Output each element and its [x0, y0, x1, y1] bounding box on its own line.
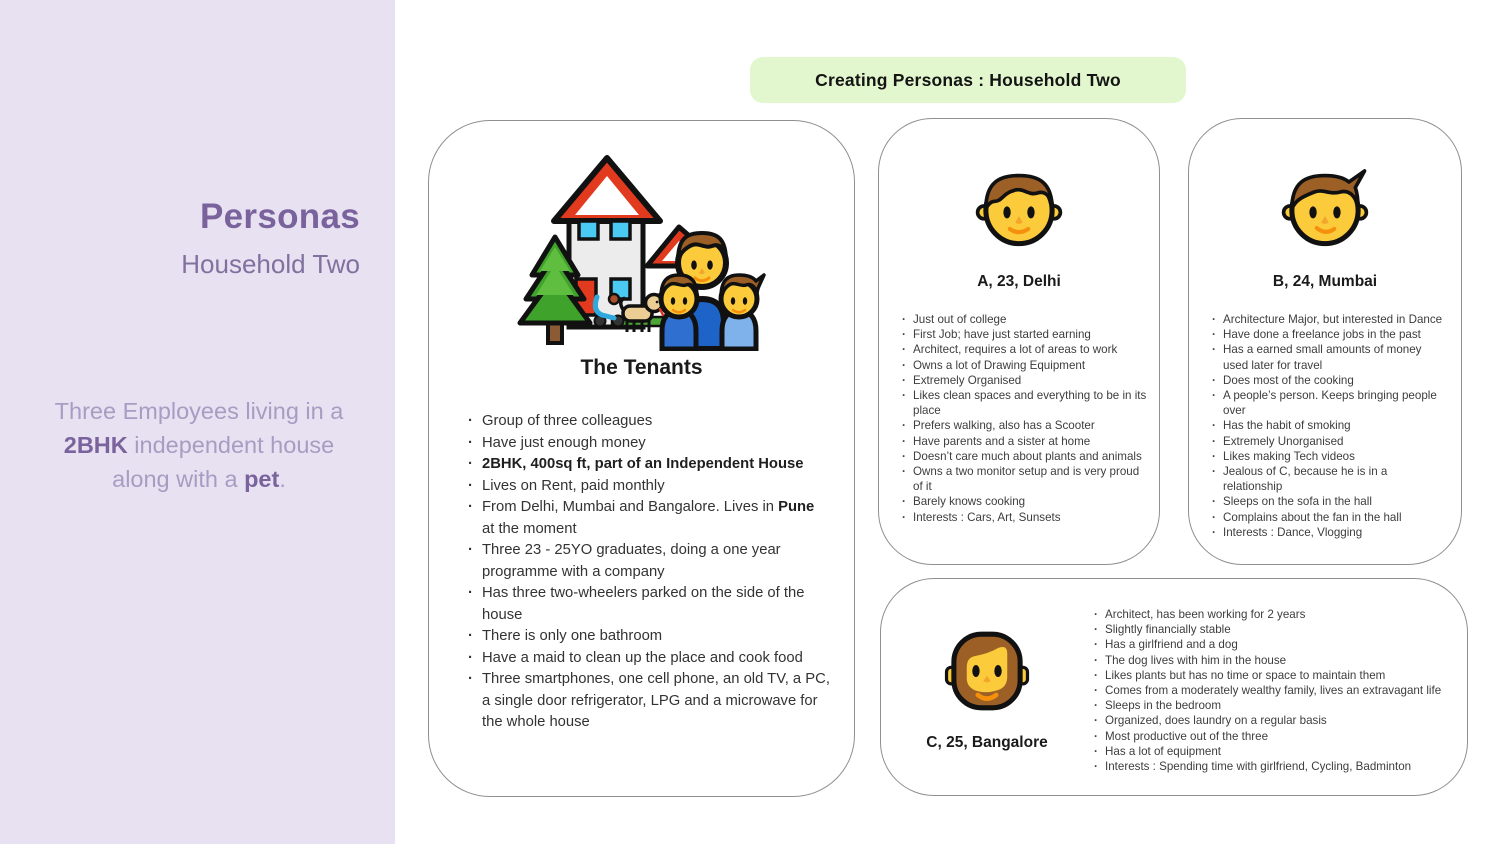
- sidebar-heading: [181, 197, 360, 280]
- bullet-item: · From Delhi, Mumbai and Bangalore. Lives in Pune at the moment: [482, 497, 830, 540]
- bullet-item: · Likes making Tech videos: [1223, 449, 1449, 464]
- banner-title: Creating Personas : Household Two: [750, 57, 1186, 103]
- bullet-item: · The dog lives with him in the house: [1105, 653, 1457, 668]
- bullet-item: · Prefers walking, also has a Scooter: [913, 418, 1147, 433]
- bullet-item: · Has a lot of equipment: [1105, 744, 1457, 759]
- bullet-item: · Just out of college: [913, 312, 1147, 327]
- bullet-item: · Barely knows cooking: [913, 494, 1147, 509]
- persona-b-name: B, 24, Mumbai: [1272, 273, 1378, 290]
- bullet-item: · Architect, has been working for 2 years: [1105, 607, 1457, 622]
- persona-card-c: [880, 578, 1468, 796]
- bullet-item: · Complains about the fan in the hall: [1223, 510, 1449, 525]
- bullet-item: · Has the habit of smoking: [1223, 418, 1449, 433]
- bullet-item: · Three smartphones, one cell phone, an old TV, a PC, a single door refrigerator, LPG and a microwave for the whole house: [482, 669, 830, 734]
- bullet-item: · Interests : Dance, Vlogging: [1223, 525, 1449, 540]
- bullet-item: · Has a earned small amounts of money used later for travel: [1223, 342, 1449, 372]
- bullet-item: · Sleeps on the sofa in the hall: [1223, 494, 1449, 509]
- persona-c-bullet-list: [1105, 607, 1457, 774]
- boy-avatar-icon: [1279, 159, 1371, 251]
- bullet-item: · Have done a freelance jobs in the past: [1223, 327, 1449, 342]
- bullet-item: · Three 23 - 25YO graduates, doing a one year programme with a company: [482, 540, 830, 583]
- persona-c-name: C, 25, Bangalore: [926, 734, 1048, 751]
- bullet-item: · Interests : Spending time with girlfriend, Cycling, Badminton: [1105, 759, 1457, 774]
- sidebar: [0, 0, 395, 844]
- bullet-item: · Extremely Organised: [913, 373, 1147, 388]
- bullet-item: · There is only one bathroom: [482, 626, 830, 648]
- bullet-item: · Has a girlfriend and a dog: [1105, 637, 1457, 652]
- bullet-item: · Extremely Unorganised: [1223, 434, 1449, 449]
- persona-a-name: A, 23, Delhi: [977, 273, 1061, 290]
- tenants-bullet-list: [482, 411, 830, 734]
- bearded-man-avatar-icon: [941, 625, 1033, 717]
- bullet-item: · Group of three colleagues: [482, 411, 830, 433]
- persona-a-bullet-list: [913, 312, 1147, 525]
- bullet-item: · Architecture Major, but interested in Dance: [1223, 312, 1449, 327]
- persona-card-b: [1188, 118, 1462, 565]
- persona-card-a: [878, 118, 1160, 565]
- persona-a-header: [879, 119, 1159, 291]
- house-family-pet-illustration: [511, 151, 773, 351]
- bullet-item: · Slightly financially stable: [1105, 622, 1457, 637]
- person-adult-avatar-icon: [973, 159, 1065, 251]
- bullet-item: · Have just enough money: [482, 433, 830, 455]
- bullet-item: · Sleeps in the bedroom: [1105, 698, 1457, 713]
- bullet-item: · Has three two-wheelers parked on the side of the house: [482, 583, 830, 626]
- bullet-item: · Have a maid to clean up the place and cook food: [482, 648, 830, 670]
- bullet-item: · Owns a two monitor setup and is very proud of it: [913, 464, 1147, 494]
- persona-c-header: [881, 579, 1093, 795]
- bullet-item: · First Job; have just started earning: [913, 327, 1147, 342]
- bullet-item: · Likes plants but has no time or space to maintain them: [1105, 668, 1457, 683]
- persona-b-bullet-list: [1223, 312, 1449, 540]
- bullet-item: · Jealous of C, because he is in a relationship: [1223, 464, 1449, 494]
- persona-b-header: [1189, 119, 1461, 291]
- persona-c-details: [1093, 579, 1467, 795]
- bullet-item: · Owns a lot of Drawing Equipment: [913, 358, 1147, 373]
- household-description: Three Employees living in a 2BHK independent house along with a pet.: [54, 398, 344, 492]
- bullet-item: · Have parents and a sister at home: [913, 434, 1147, 449]
- bullet-item: · Doesn’t care much about plants and animals: [913, 449, 1147, 464]
- bullet-item: · Does most of the cooking: [1223, 373, 1449, 388]
- bullet-item: · Lives on Rent, paid monthly: [482, 476, 830, 498]
- bullet-item: · Architect, requires a lot of areas to work: [913, 342, 1147, 357]
- page-subtitle: Household Two: [181, 249, 360, 279]
- tenants-card-title: The Tenants: [580, 356, 703, 379]
- page-title: Personas: [200, 197, 360, 236]
- bullet-item: · Likes clean spaces and everything to be in its place: [913, 388, 1147, 418]
- bullet-item: · 2BHK, 400sq ft, part of an Independent House: [482, 454, 830, 476]
- tenants-card: [428, 120, 855, 797]
- bullet-item: · Organized, does laundry on a regular basis: [1105, 713, 1457, 728]
- bullet-item: · Most productive out of the three: [1105, 729, 1457, 744]
- bullet-item: · A people’s person. Keeps bringing people over: [1223, 388, 1449, 418]
- bullet-item: · Comes from a moderately wealthy family, lives an extravagant life: [1105, 683, 1457, 698]
- bullet-item: · Interests : Cars, Art, Sunsets: [913, 510, 1147, 525]
